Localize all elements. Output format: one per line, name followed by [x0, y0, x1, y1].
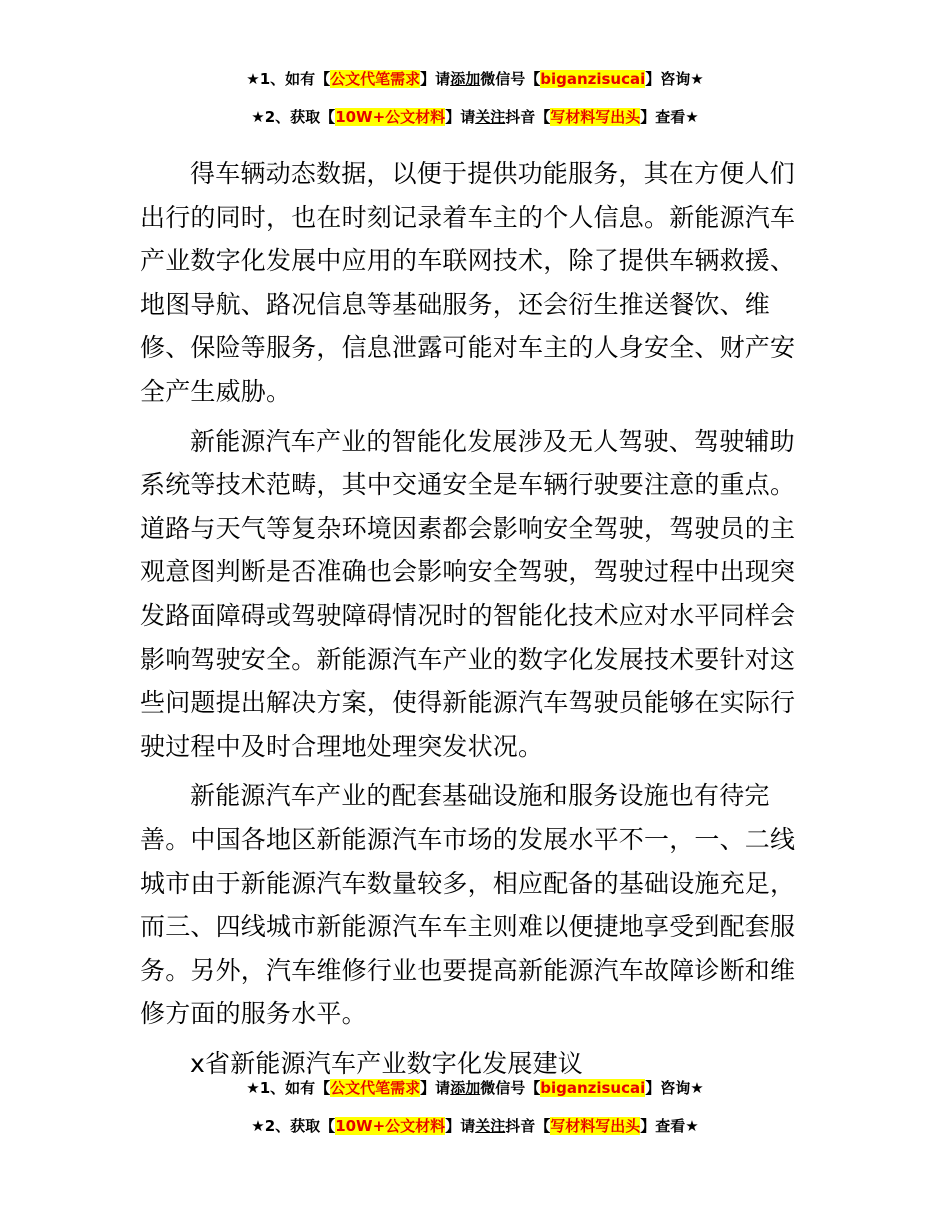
- header-banner-line-2: [0, 106, 950, 128]
- underlined-text: 关注: [475, 108, 506, 126]
- highlight-douyin-account: 写材料写出头: [550, 1117, 641, 1135]
- underlined-text: 添加: [450, 1079, 481, 1097]
- banner-text: 微信号【: [480, 1079, 541, 1097]
- highlight-wechat-id: biganzisucai: [540, 1079, 646, 1097]
- highlight-wechat-id: biganzisucai: [540, 70, 646, 88]
- header-banner-line-1: [0, 68, 950, 90]
- highlight-service: 公文代笔需求: [330, 70, 421, 88]
- highlight-materials: 10W+公文材料: [335, 108, 446, 126]
- underlined-text: 添加: [450, 70, 481, 88]
- banner-text: 抖音【: [505, 108, 551, 126]
- paragraph-1: 得车辆动态数据，以便于提供功能服务，其在方便人们出行的同时，也在时刻记录着车主的个人信息。新能源汽车产业数字化发展中应用的车联网技术，除了提供车辆救援、地图导航、路况信息等基础服务，还会衍生推送餐饮、维修、保险等服务，信息泄露可能对车主的人身安全、财产安全产生威胁。: [140, 159, 796, 406]
- banner-text: 抖音【: [505, 1117, 551, 1135]
- banner-text: ★1、如有【: [246, 70, 331, 88]
- banner-text: 】请: [420, 1079, 451, 1097]
- document-body: [140, 152, 815, 1091]
- highlight-service: 公文代笔需求: [330, 1079, 421, 1097]
- section-heading: x省新能源汽车产业数字化发展建议: [190, 1048, 583, 1078]
- banner-text: ★2、获取【: [251, 108, 336, 126]
- banner-text: ★1、如有【: [246, 1079, 331, 1097]
- banner-text: 微信号【: [480, 70, 541, 88]
- banner-text: 】查看★: [640, 108, 699, 126]
- banner-text: ★2、获取【: [251, 1117, 336, 1135]
- banner-text: 】请: [420, 70, 451, 88]
- underlined-text: 关注: [475, 1117, 506, 1135]
- banner-text: 】咨询★: [645, 70, 704, 88]
- highlight-douyin-account: 写材料写出头: [550, 108, 641, 126]
- banner-text: 】请: [445, 108, 476, 126]
- footer-banner-line-2: [0, 1115, 950, 1137]
- footer-banner-line-1: [0, 1077, 950, 1099]
- paragraph-2: 新能源汽车产业的智能化发展涉及无人驾驶、驾驶辅助系统等技术范畴，其中交通安全是车辆行驶要注意的重点。道路与天气等复杂环境因素都会影响安全驾驶，驾驶员的主观意图判断是否准确也会影响安全驾驶，驾驶过程中出现突发路面障碍或驾驶障碍情况时的智能化技术应对水平同样会影响驾驶安全。新能源汽车产业的数字化发展技术要针对这些问题提出解决方案，使得新能源汽车驾驶员能够在实际行驶过程中及时合理地处理突发状况。: [140, 426, 796, 761]
- paragraph-3: 新能源汽车产业的配套基础设施和服务设施也有待完善。中国各地区新能源汽车市场的发展水平不一，一、二线城市由于新能源汽车数量较多，相应配备的基础设施充足，而三、四线城市新能源汽车车主则难以便捷地享受到配套服务。另外，汽车维修行业也要提高新能源汽车故障诊断和维修方面的服务水平。: [140, 781, 796, 1029]
- banner-text: 】查看★: [640, 1117, 699, 1135]
- highlight-materials: 10W+公文材料: [335, 1117, 446, 1135]
- banner-text: 】请: [445, 1117, 476, 1135]
- banner-text: 】咨询★: [645, 1079, 704, 1097]
